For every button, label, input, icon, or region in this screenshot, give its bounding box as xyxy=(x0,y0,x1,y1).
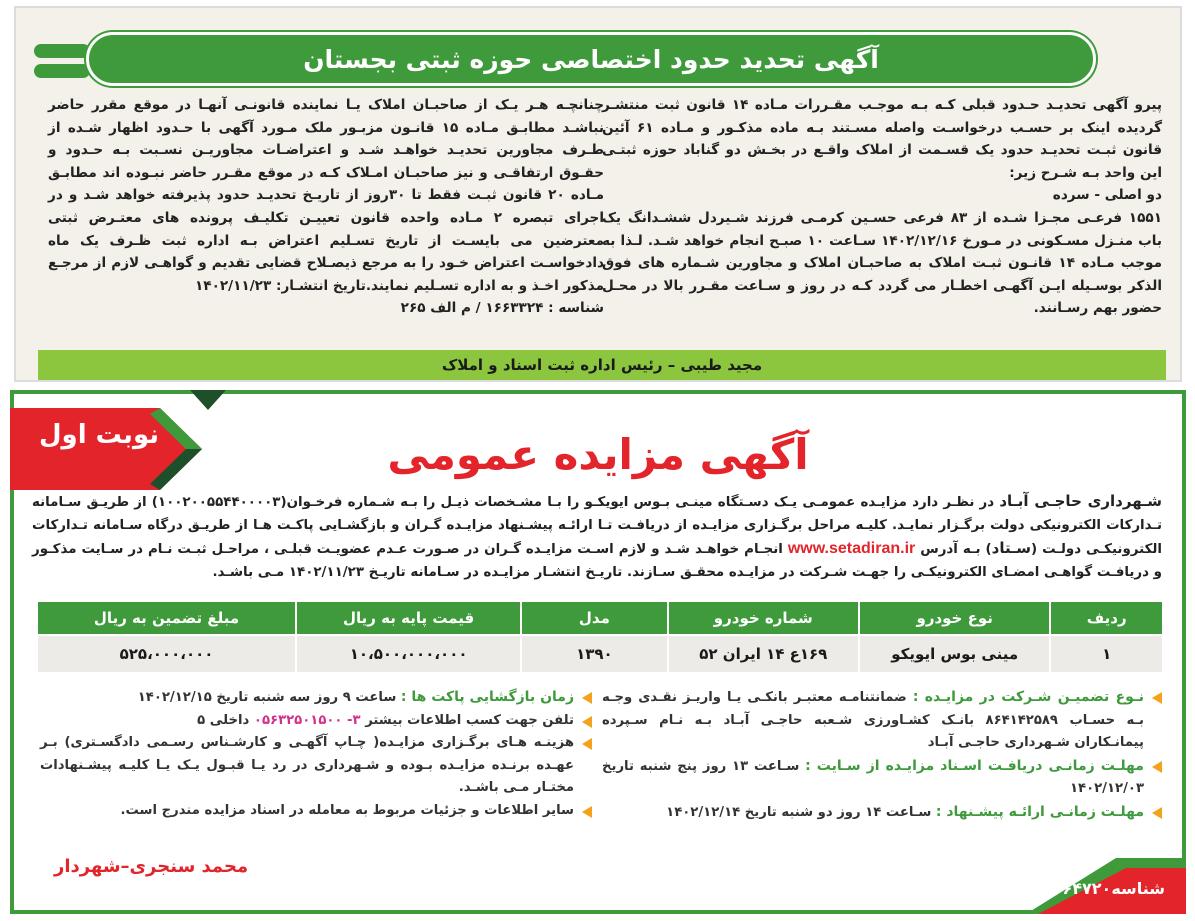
item-text: سـاعت ۱۴ روز دو شنبه تاریخ ۱۴۰۲/۱۲/۱۴ xyxy=(666,804,936,820)
land-registry-notice xyxy=(14,6,1182,382)
bullet-arrow-icon xyxy=(1152,692,1162,704)
auction-terms-left xyxy=(40,686,592,823)
notice-paragraph: چنانچـه هـر یـک از صاحبـان املاک یـا نماینده قانونـی آنهـا در موقع مقرر حاضر نباشـد مطابـق مـاده ۱۵ قانـون مزبـور ملک مـورد آگهی با حـدود اظهار شـده از طـرف مجاورین تحدیـد خواهـد شـد و اعتراضـات مجاوریـن نسـبت بـه حـدود و حقـوق ارتفاقـی و نیز صاحبـان امـلاک کـه در موقع مقـرر حاضر نبـوده اند مطابـق مـاده ۲۰ قانون ثبـت فقط تا ۳۰روز از تاریـخ تحدیـد حدود پذیرفته خواهد شـد و در اجرای تبصره ۲ مـاده واحده قانون تعییـن تکلیـف پرونده های معتـرض ثبتی معترضین می بایسـت از تاریخ تسـلیم اعتراض بـه اداره ثبت ظـرف یک ماه دادخواسـت اعتراض خـود را به مرجع ذیصـلاح قضایی تقدیم و گواهـی لازم از مرجـع مذکور اخـذ و به اداره تسـلیم نمایند.تاریخ انتشـار: ۱۴۰۲/۱۱/۲۳ xyxy=(48,97,605,294)
auction-notice xyxy=(10,390,1186,914)
list-item xyxy=(40,686,592,710)
bullet-arrow-icon xyxy=(1152,807,1162,819)
item-label: مهلـت زمانـی دریافـت اسـناد مزایـده از سـایت : xyxy=(805,757,1144,774)
item-text: داخلی ۵ xyxy=(197,712,254,728)
notice-id: شناسه : ۱۶۶۳۳۲۴ / م الف ۲۶۵ xyxy=(400,300,604,317)
municipality-name: شـهرداری حاجـی آبـاد xyxy=(999,492,1162,510)
column-header: نوع خودرو xyxy=(859,601,1050,635)
round-label: نوبت اول xyxy=(38,420,160,450)
column-header: مبلغ تضمین به ریال xyxy=(37,601,296,635)
phone-number[interactable]: ۳- ۰۵۶۳۲۵۰۱۵۰۰ xyxy=(253,712,361,728)
list-item xyxy=(602,686,1162,755)
signer-bar xyxy=(38,350,1166,380)
decorative-triangle xyxy=(190,390,226,410)
bullet-arrow-icon xyxy=(582,738,592,750)
item-label: زمان بازگشایی پاکت ها : xyxy=(400,689,574,705)
decorative-tab xyxy=(34,44,90,58)
notice-paragraph: پیرو آگهی تحدیـد حـدود قبلی کـه بـه موجـب مقـررات مـاده ۱۴ قانون ثبت منتشـر گردیده اینک بر حسـب درخواسـت واصله مسـتند بـه ماده مذکـور و مـاده ۶۱ آئین قانون ثبـت تحدیـد حدود یک قسـمت از املاک واقـع در بخـش دو گناباد حوزه ثبتـی این واحد بـه شـرح زیر: xyxy=(602,97,1162,181)
reference-number: شناسه۱۶۶۴۷۲۰ xyxy=(1042,879,1166,898)
setad-label: سـتاد xyxy=(991,539,1032,557)
item-text: سایر اطلاعات و جزئیات مربوط به معامله در اسناد مزایده مندرج است. xyxy=(120,802,574,818)
intro-text: در نظـر دارد مزایـده عمومـی یـک دسـتگاه مینـی بـوس ایویکـو را بـا مشـخصات ذیـل را بـه شـماره فرخـوان(۱۰۰۲۰۰۵۵۴۴۰۰۰۰۳) از طریـق سـامانه تـدارکات الکترونیکی دولت برگـزار نمایـد. کلیـه مراحل برگـزاری مزایـده از دریافـت تـا ارائـه پیشـنهاد مزایـده گـران و بازگشـایی پاکـت هـا از طریـق درگاه سـامانه تـدارکات الکترونیکـی دولـت ( xyxy=(32,495,1162,557)
item-text: هزینـه هـای برگـزاری مزایـده( چـاپ آگهـی و کارشـناس رسـمی دادگسـتری) بـر عهـده برنـده مزایـده بـوده و شـهرداری در رد یـا قبـول یـک یـا کلیـه پیشـنهادات مختـار مـی باشـد. xyxy=(40,735,574,796)
list-item xyxy=(40,800,592,823)
vehicle-table xyxy=(36,600,1164,674)
bullet-arrow-icon xyxy=(582,806,592,818)
column-header: مدل xyxy=(521,601,667,635)
list-item xyxy=(40,710,592,733)
mayor-signature: محمد سنجری–شهردار xyxy=(54,856,249,877)
table-cell: ۱۰،۵۰۰،۰۰۰،۰۰۰ xyxy=(296,635,521,673)
bullet-arrow-icon xyxy=(582,716,592,728)
column-header: قیمت پایه به ریال xyxy=(296,601,521,635)
item-label: مهلـت زمانـی ارائـه پیشـنهاد : xyxy=(935,803,1144,820)
table-cell: ۱ xyxy=(1050,635,1163,673)
auction-terms-right xyxy=(602,686,1162,825)
item-label: نـوع تضمیـن شـرکت در مزایـده : xyxy=(912,689,1144,705)
table-header-row xyxy=(37,601,1163,635)
notice-right-column xyxy=(602,94,1162,344)
bullet-arrow-icon xyxy=(1152,761,1162,773)
notice-title-bar xyxy=(86,32,1096,86)
website-link[interactable]: www.setadiran.ir xyxy=(787,540,916,557)
list-item xyxy=(602,755,1162,801)
auction-intro xyxy=(32,490,1162,584)
signer-name: مجید طیبی – رئیس اداره ثبت اسناد و املاک xyxy=(441,356,763,374)
bullet-arrow-icon xyxy=(582,692,592,704)
auction-heading: آگهی مزایده عمومی xyxy=(387,430,809,479)
table-row xyxy=(37,635,1163,673)
decorative-tab xyxy=(34,64,90,78)
notice-paragraph: دو اصلی - سرده xyxy=(1052,187,1162,204)
table-cell: ۱۶۹ع ۱۴ ایران ۵۲ xyxy=(668,635,859,673)
item-text: تلفن جهت کسب اطلاعات بیشتر xyxy=(360,712,574,728)
list-item xyxy=(602,801,1162,825)
notice-paragraph: ۱۵۵۱ فرعـی مجـزا شـده از ۸۳ فرعی حسـین کرمـی فرزند شـیردل ششـدانگ یک باب منـزل مسـکونی در مـورخ ۱۴۰۲/۱۲/۱۶ سـاعت ۱۰ صبـح انجام خواهد شـد. لـذا به موجب مـاده ۱۴ قانـون ثبـت املاک به صاحبـان املاک و مجاورین شـماره های فوق الذکر بوسـیله ایـن آگهـی اخطـار می گردد کـه در روز و سـاعت مقـرر بالا در محـل حضور بهم رسـانند. xyxy=(602,209,1162,317)
item-text: ضمانتنامـه معتبـر بانکـی یـا واریـز نقـدی وجـه بـه حسـاب ۸۶۴۱۴۲۵۸۹ بانـک کشـاورزی شـعبه حاجـی آبـاد بـه نـام سـپرده پیمانـکاران شـهرداری حاجـی آبـاد xyxy=(602,690,1144,751)
notice-title: آگهی تحدید حدود اختصاصی حوزه ثبتی بجستان xyxy=(303,44,879,74)
list-item xyxy=(40,732,592,800)
intro-text: ) بـه آدرس xyxy=(915,542,992,557)
column-header: ردیف xyxy=(1050,601,1163,635)
notice-left-column xyxy=(48,94,604,344)
item-text: سـاعت ۱۳ روز پنج شنبه تاریخ ۱۴۰۲/۱۲/۰۳ xyxy=(602,758,1144,797)
table-cell: ۱۳۹۰ xyxy=(521,635,667,673)
column-header: شماره خودرو xyxy=(668,601,859,635)
table-cell: مینی بوس ایویکو xyxy=(859,635,1050,673)
intro-text: انجـام خواهـد شـد و لازم اسـت مزایـده گـران در صـورت عـدم عضویـت قبلـی ، مراحـل ثبـت نـام در سـایت مذکـور و دریافـت گواهـی امضـای الکترونیکـی را جهـت شـرکت در مزایـده محقـق سـازند. تاریـخ انتشـار مزایـده در سـامانه تاریـخ ۱۴۰۲/۱۱/۲۳ مـی باشـد. xyxy=(32,542,1162,580)
item-text: ساعت ۹ روز سه شنبه تاریخ ۱۴۰۲/۱۲/۱۵ xyxy=(137,690,401,705)
table-cell: ۵۲۵،۰۰۰،۰۰۰ xyxy=(37,635,296,673)
